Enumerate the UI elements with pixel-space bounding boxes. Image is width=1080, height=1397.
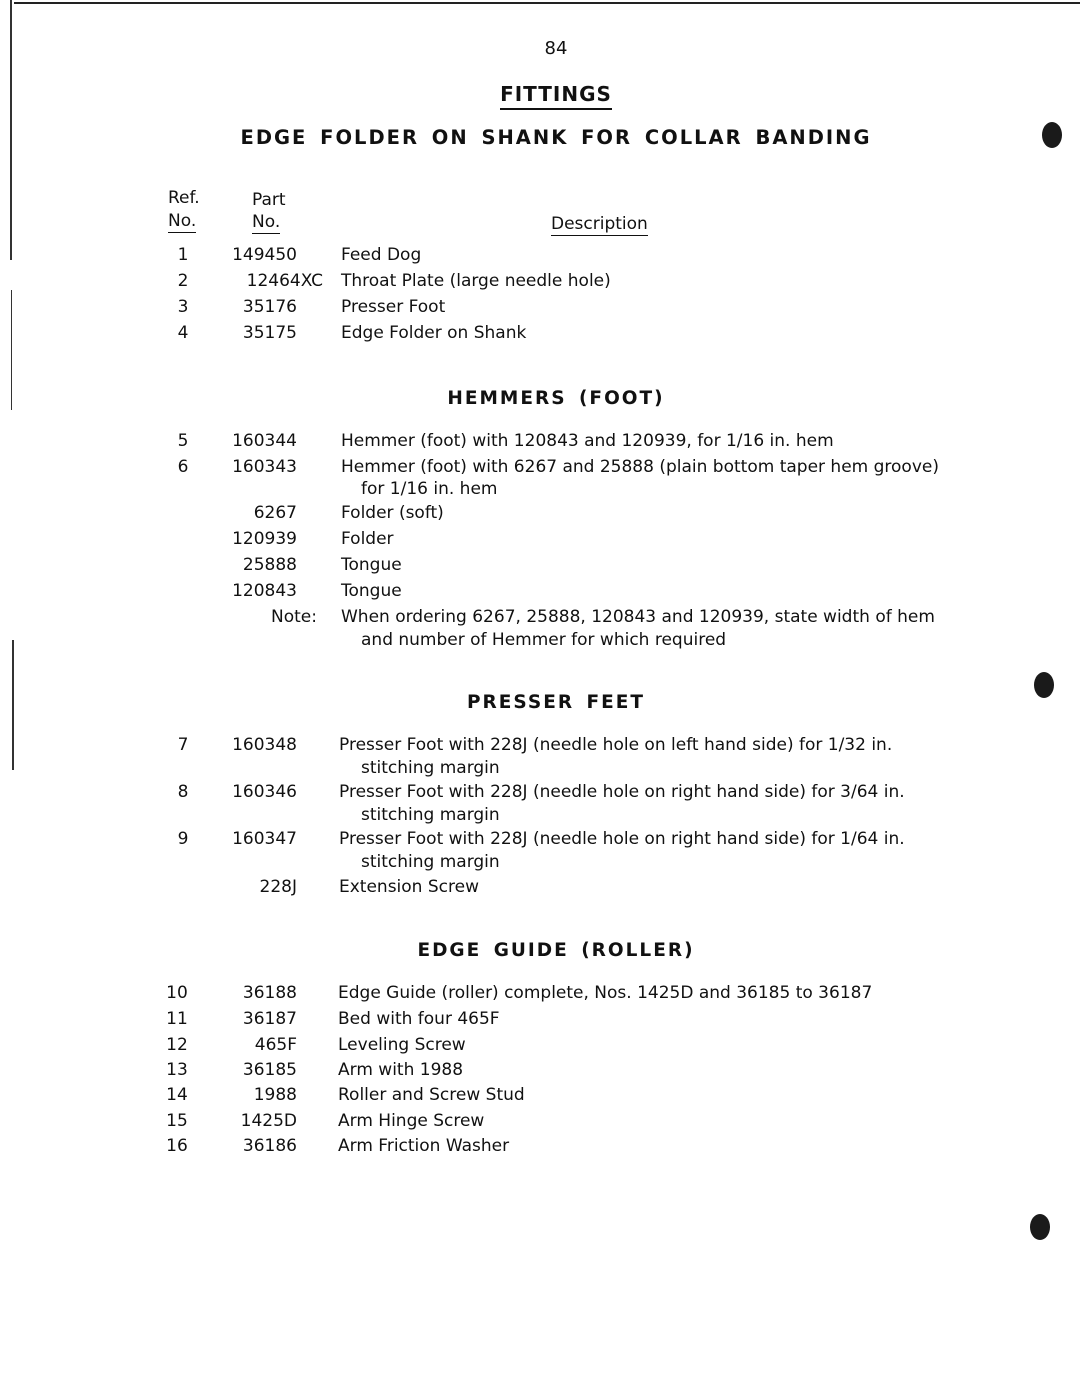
description: Edge Folder on Shank bbox=[341, 323, 527, 343]
ref-no: 3 bbox=[177, 297, 189, 317]
description-continuation: stitching margin bbox=[361, 805, 500, 825]
description: Tongue bbox=[341, 581, 402, 601]
part-no: 160344 bbox=[232, 431, 297, 451]
table-row bbox=[0, 270, 1080, 294]
ref-no: 9 bbox=[177, 829, 189, 849]
table-row bbox=[0, 781, 1080, 805]
part-no: 25888 bbox=[242, 555, 297, 575]
description: Folder (soft) bbox=[341, 503, 444, 523]
ref-no: 16 bbox=[166, 1136, 188, 1156]
part-no: 465F bbox=[254, 1035, 297, 1055]
part-no: 36185 bbox=[242, 1060, 297, 1080]
part-no: 160346 bbox=[232, 782, 297, 802]
table-row bbox=[0, 430, 1080, 454]
table-row bbox=[0, 244, 1080, 268]
table-row bbox=[0, 606, 1080, 630]
table-row bbox=[0, 322, 1080, 346]
ref-no: 15 bbox=[166, 1111, 188, 1131]
table-row bbox=[0, 554, 1080, 578]
ref-no: 13 bbox=[166, 1060, 188, 1080]
description: Hemmer (foot) with 6267 and 25888 (plain bottom taper hem groove) bbox=[341, 457, 939, 477]
ref-no: 4 bbox=[177, 323, 189, 343]
part-no: 149450 bbox=[232, 245, 297, 265]
page-title: FITTINGS bbox=[0, 82, 1080, 106]
ref-no: 12 bbox=[166, 1035, 188, 1055]
ref-no: 14 bbox=[166, 1085, 188, 1105]
description-continuation: for 1/16 in. hem bbox=[361, 479, 498, 499]
table-row bbox=[0, 1135, 1080, 1159]
description: When ordering 6267, 25888, 120843 and 120939, state width of hem bbox=[341, 607, 935, 627]
description: Roller and Screw Stud bbox=[338, 1085, 525, 1105]
part-no: 120843 bbox=[232, 581, 297, 601]
part-no: 1988 bbox=[253, 1085, 297, 1105]
page-number: 84 bbox=[544, 38, 568, 59]
description: Tongue bbox=[341, 555, 402, 575]
ref-no: 6 bbox=[177, 457, 189, 477]
ref-no: 2 bbox=[177, 271, 189, 291]
punch-hole bbox=[1030, 1214, 1050, 1240]
table-row bbox=[0, 296, 1080, 320]
description: Presser Foot with 228J (needle hole on right hand side) for 1/64 in. bbox=[339, 829, 905, 849]
table-row bbox=[0, 734, 1080, 758]
table-row bbox=[0, 580, 1080, 604]
ref-no: 5 bbox=[177, 431, 189, 451]
description-continuation: and number of Hemmer for which required bbox=[361, 630, 727, 650]
part-no: 160348 bbox=[232, 735, 297, 755]
description: Bed with four 465F bbox=[338, 1009, 500, 1029]
part-no: 6267 bbox=[253, 503, 297, 523]
part-no: 160347 bbox=[232, 829, 297, 849]
description-continuation: stitching margin bbox=[361, 852, 500, 872]
part-header-line1: Part bbox=[252, 190, 286, 210]
table-row bbox=[0, 1059, 1080, 1083]
part-no: 1425D bbox=[240, 1111, 297, 1131]
part-no: 36187 bbox=[242, 1009, 297, 1029]
ref-no: 7 bbox=[177, 735, 189, 755]
ref-no: 10 bbox=[166, 983, 188, 1003]
part-no: 160343 bbox=[232, 457, 297, 477]
part-no: 35176 bbox=[242, 297, 297, 317]
part-no: 120939 bbox=[232, 529, 297, 549]
description: Presser Foot bbox=[341, 297, 446, 317]
part-no: 12464XC bbox=[246, 271, 323, 291]
part-no: 36188 bbox=[242, 983, 297, 1003]
table-row bbox=[0, 828, 1080, 852]
table-row bbox=[0, 456, 1080, 480]
ref-no: 11 bbox=[166, 1009, 188, 1029]
ref-no: 8 bbox=[177, 782, 189, 802]
description: Presser Foot with 228J (needle hole on left hand side) for 1/32 in. bbox=[339, 735, 893, 755]
description: Extension Screw bbox=[339, 877, 479, 897]
part-no: 228J bbox=[259, 877, 297, 897]
ref-header-line1: Ref. bbox=[168, 188, 200, 208]
description: Arm Friction Washer bbox=[338, 1136, 510, 1156]
table-row bbox=[0, 1034, 1080, 1058]
description: Feed Dog bbox=[341, 245, 422, 265]
description: Edge Guide (roller) complete, Nos. 1425D and 36185 to 36187 bbox=[338, 983, 873, 1003]
section-heading-edge-folder: EDGE FOLDER ON SHANK FOR COLLAR BANDING bbox=[240, 126, 872, 149]
part-header-line2: No. bbox=[252, 212, 281, 232]
description-header: Description bbox=[551, 214, 648, 234]
table-row bbox=[0, 502, 1080, 526]
description-continuation: stitching margin bbox=[361, 758, 500, 778]
description: Arm Hinge Screw bbox=[338, 1111, 485, 1131]
table-row bbox=[0, 1084, 1080, 1108]
ref-no: 1 bbox=[177, 245, 189, 265]
description: Throat Plate (large needle hole) bbox=[341, 271, 611, 291]
note-label: Note: bbox=[271, 607, 317, 627]
table-row bbox=[0, 876, 1080, 900]
part-no: 35175 bbox=[242, 323, 297, 343]
ref-header-line2: No. bbox=[168, 211, 197, 231]
section-heading-hemmers: HEMMERS (FOOT) bbox=[447, 388, 665, 409]
table-row bbox=[0, 1110, 1080, 1134]
table-row bbox=[0, 982, 1080, 1006]
description: Arm with 1988 bbox=[338, 1060, 464, 1080]
description: Leveling Screw bbox=[338, 1035, 466, 1055]
table-row bbox=[0, 1008, 1080, 1032]
section-heading-edge-guide: EDGE GUIDE (ROLLER) bbox=[417, 940, 695, 961]
top-edge-line bbox=[14, 2, 1080, 4]
table-row bbox=[0, 528, 1080, 552]
description: Presser Foot with 228J (needle hole on right hand side) for 3/64 in. bbox=[339, 782, 905, 802]
section-heading-presser-feet: PRESSER FEET bbox=[466, 692, 646, 713]
description: Hemmer (foot) with 120843 and 120939, for 1/16 in. hem bbox=[341, 431, 834, 451]
part-no: 36186 bbox=[242, 1136, 297, 1156]
description: Folder bbox=[341, 529, 394, 549]
